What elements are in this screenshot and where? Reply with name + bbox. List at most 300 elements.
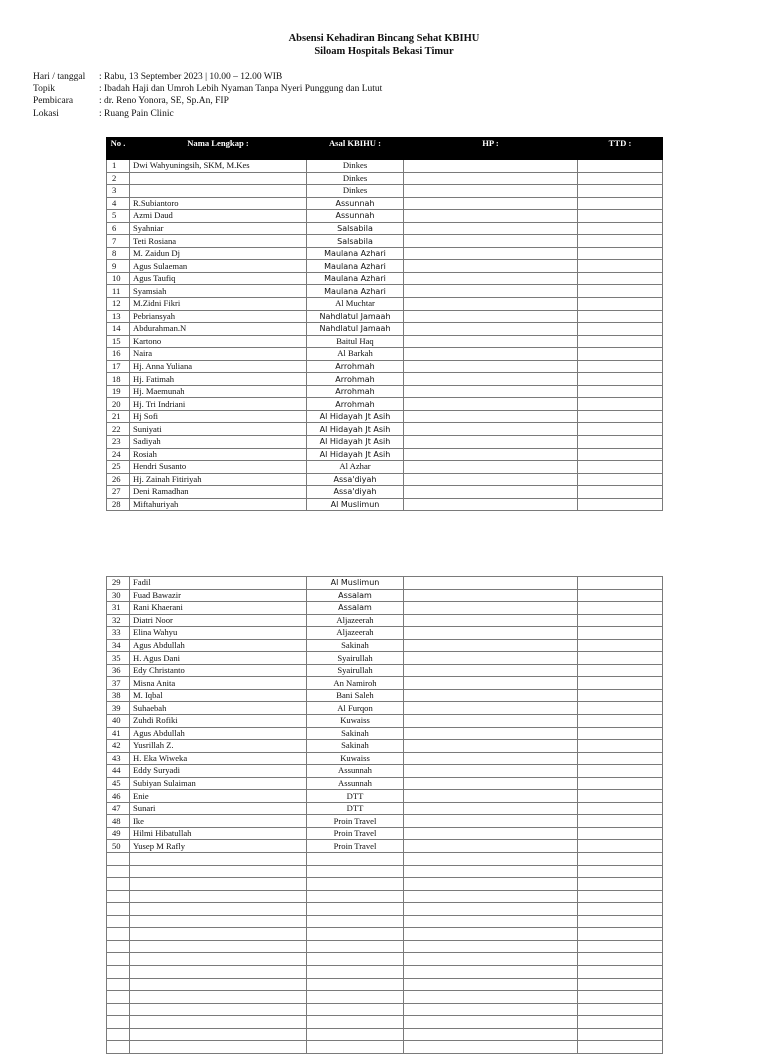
- table-row: [107, 740, 663, 753]
- attendance-table-page-1: [106, 137, 663, 511]
- cell-nama: Sunari: [130, 802, 307, 815]
- table-row: [107, 702, 663, 715]
- cell-ttd: [578, 777, 663, 790]
- table-row: [107, 790, 663, 803]
- cell-ttd: [578, 210, 663, 223]
- cell-asal-kbihu: [307, 878, 404, 891]
- table-body: [107, 160, 663, 511]
- cell-no: 39: [107, 702, 130, 715]
- cell-no: 44: [107, 765, 130, 778]
- cell-ttd: [578, 928, 663, 941]
- cell-nama: Rosiah: [130, 448, 307, 461]
- cell-hp: [404, 639, 578, 652]
- cell-hp: [404, 589, 578, 602]
- cell-asal-kbihu: Syairullah: [307, 664, 404, 677]
- cell-hp: [404, 765, 578, 778]
- cell-asal-kbihu: Al Furqon: [307, 702, 404, 715]
- cell-nama: [130, 185, 307, 198]
- cell-nama: [130, 865, 307, 878]
- cell-hp: [404, 448, 578, 461]
- col-header-hp: HP :: [404, 138, 578, 160]
- table-header-row: [107, 138, 663, 160]
- cell-hp: [404, 160, 578, 173]
- cell-no: 50: [107, 840, 130, 853]
- cell-asal-kbihu: [307, 853, 404, 866]
- table-row: [107, 1016, 663, 1029]
- cell-asal-kbihu: Aljazeerah: [307, 627, 404, 640]
- table-row: [107, 360, 663, 373]
- cell-hp: [404, 689, 578, 702]
- cell-no: [107, 978, 130, 991]
- cell-asal-kbihu: Arrohmah: [307, 360, 404, 373]
- cell-nama: [130, 940, 307, 953]
- cell-ttd: [578, 727, 663, 740]
- cell-nama: Kartono: [130, 335, 307, 348]
- cell-hp: [404, 677, 578, 690]
- cell-asal-kbihu: Bani Saleh: [307, 689, 404, 702]
- meta-value: : Ibadah Haji dan Umroh Lebih Nyaman Tanpa Nyeri Punggung dan Lutut: [99, 84, 383, 95]
- cell-asal-kbihu: Aljazeerah: [307, 614, 404, 627]
- table-row: [107, 915, 663, 928]
- table-row: [107, 160, 663, 173]
- cell-asal-kbihu: Arrohmah: [307, 373, 404, 386]
- cell-nama: [130, 853, 307, 866]
- cell-no: 11: [107, 285, 130, 298]
- cell-no: 3: [107, 185, 130, 198]
- cell-hp: [404, 878, 578, 891]
- table-row: [107, 285, 663, 298]
- cell-hp: [404, 627, 578, 640]
- cell-asal-kbihu: Al Hidayah Jt Asih: [307, 436, 404, 449]
- cell-no: 16: [107, 348, 130, 361]
- cell-nama: Suhaebah: [130, 702, 307, 715]
- cell-no: [107, 940, 130, 953]
- meta-row-topic: [33, 83, 382, 95]
- cell-hp: [404, 348, 578, 361]
- cell-no: 41: [107, 727, 130, 740]
- cell-nama: Hilmi Hibatullah: [130, 827, 307, 840]
- meta-row-speaker: [33, 95, 382, 107]
- cell-asal-kbihu: Maulana Azhari: [307, 272, 404, 285]
- table-row: [107, 498, 663, 511]
- cell-hp: [404, 965, 578, 978]
- cell-ttd: [578, 953, 663, 966]
- cell-nama: Hendri Susanto: [130, 461, 307, 474]
- cell-no: 13: [107, 310, 130, 323]
- cell-hp: [404, 335, 578, 348]
- cell-asal-kbihu: Arrohmah: [307, 385, 404, 398]
- cell-ttd: [578, 1003, 663, 1016]
- cell-nama: [130, 172, 307, 185]
- cell-no: [107, 1041, 130, 1054]
- cell-ttd: [578, 589, 663, 602]
- table-row: [107, 1003, 663, 1016]
- table-row: [107, 298, 663, 311]
- cell-no: [107, 853, 130, 866]
- cell-nama: Sadiyah: [130, 436, 307, 449]
- table-row: [107, 577, 663, 590]
- event-details: [33, 71, 382, 120]
- cell-ttd: [578, 853, 663, 866]
- cell-asal-kbihu: Maulana Azhari: [307, 247, 404, 260]
- cell-ttd: [578, 815, 663, 828]
- table-row: [107, 639, 663, 652]
- cell-ttd: [578, 991, 663, 1004]
- document-title: Absensi Kehadiran Bincang Sehat KBIHU: [288, 33, 480, 44]
- cell-no: 23: [107, 436, 130, 449]
- cell-hp: [404, 272, 578, 285]
- cell-no: 21: [107, 410, 130, 423]
- cell-asal-kbihu: Al Azhar: [307, 461, 404, 474]
- cell-hp: [404, 235, 578, 248]
- cell-ttd: [578, 677, 663, 690]
- cell-asal-kbihu: Kuwaiss: [307, 752, 404, 765]
- cell-nama: Hj. Fatimah: [130, 373, 307, 386]
- cell-asal-kbihu: Al Muslimun: [307, 498, 404, 511]
- cell-nama: H. Agus Dani: [130, 652, 307, 665]
- cell-asal-kbihu: [307, 903, 404, 916]
- cell-asal-kbihu: Assunnah: [307, 777, 404, 790]
- table-row: [107, 727, 663, 740]
- cell-nama: Abdurahman.N: [130, 323, 307, 336]
- cell-asal-kbihu: Assa'diyah: [307, 473, 404, 486]
- table-row: [107, 185, 663, 198]
- table-body: [107, 577, 663, 1054]
- meta-value: : dr. Reno Yonora, SE, Sp.An, FIP: [99, 96, 229, 107]
- cell-hp: [404, 385, 578, 398]
- cell-nama: [130, 965, 307, 978]
- cell-no: 35: [107, 652, 130, 665]
- cell-asal-kbihu: [307, 978, 404, 991]
- cell-ttd: [578, 627, 663, 640]
- cell-ttd: [578, 915, 663, 928]
- cell-no: [107, 903, 130, 916]
- cell-hp: [404, 436, 578, 449]
- cell-asal-kbihu: [307, 1016, 404, 1029]
- cell-no: 2: [107, 172, 130, 185]
- cell-asal-kbihu: Baitul Haq: [307, 335, 404, 348]
- cell-asal-kbihu: DTT: [307, 802, 404, 815]
- table-row: [107, 627, 663, 640]
- cell-hp: [404, 1016, 578, 1029]
- cell-hp: [404, 991, 578, 1004]
- cell-ttd: [578, 348, 663, 361]
- cell-hp: [404, 614, 578, 627]
- cell-asal-kbihu: Dinkes: [307, 172, 404, 185]
- cell-ttd: [578, 689, 663, 702]
- cell-no: 14: [107, 323, 130, 336]
- cell-ttd: [578, 1041, 663, 1054]
- cell-ttd: [578, 473, 663, 486]
- cell-hp: [404, 702, 578, 715]
- cell-ttd: [578, 410, 663, 423]
- cell-ttd: [578, 160, 663, 173]
- cell-nama: M. Iqbal: [130, 689, 307, 702]
- table-row: [107, 878, 663, 891]
- cell-nama: M. Zaidun Dj: [130, 247, 307, 260]
- cell-nama: Rani Khaerani: [130, 602, 307, 615]
- cell-no: 9: [107, 260, 130, 273]
- cell-asal-kbihu: [307, 1041, 404, 1054]
- cell-hp: [404, 740, 578, 753]
- cell-hp: [404, 890, 578, 903]
- cell-hp: [404, 752, 578, 765]
- table-row: [107, 752, 663, 765]
- cell-hp: [404, 298, 578, 311]
- cell-ttd: [578, 285, 663, 298]
- cell-hp: [404, 903, 578, 916]
- cell-asal-kbihu: Al Hidayah Jt Asih: [307, 448, 404, 461]
- cell-nama: Elina Wahyu: [130, 627, 307, 640]
- cell-nama: Misna Anita: [130, 677, 307, 690]
- col-header-no: No .: [107, 138, 130, 160]
- cell-ttd: [578, 298, 663, 311]
- meta-label: Topik: [33, 84, 56, 95]
- table-row: [107, 398, 663, 411]
- cell-asal-kbihu: [307, 928, 404, 941]
- cell-ttd: [578, 639, 663, 652]
- cell-asal-kbihu: [307, 940, 404, 953]
- table-row: [107, 335, 663, 348]
- table-row: [107, 928, 663, 941]
- cell-asal-kbihu: Assunnah: [307, 210, 404, 223]
- cell-asal-kbihu: Maulana Azhari: [307, 260, 404, 273]
- cell-asal-kbihu: Al Muslimun: [307, 577, 404, 590]
- table-row: [107, 802, 663, 815]
- cell-hp: [404, 853, 578, 866]
- cell-asal-kbihu: Assalam: [307, 589, 404, 602]
- cell-no: [107, 1016, 130, 1029]
- cell-ttd: [578, 715, 663, 728]
- table-row: [107, 473, 663, 486]
- cell-asal-kbihu: Sakinah: [307, 740, 404, 753]
- cell-hp: [404, 473, 578, 486]
- cell-asal-kbihu: DTT: [307, 790, 404, 803]
- cell-ttd: [578, 577, 663, 590]
- cell-no: [107, 890, 130, 903]
- cell-no: [107, 878, 130, 891]
- table-row: [107, 486, 663, 499]
- table-row: [107, 715, 663, 728]
- cell-hp: [404, 260, 578, 273]
- cell-hp: [404, 978, 578, 991]
- cell-ttd: [578, 185, 663, 198]
- table-row: [107, 222, 663, 235]
- cell-ttd: [578, 335, 663, 348]
- cell-no: 12: [107, 298, 130, 311]
- cell-no: 5: [107, 210, 130, 223]
- meta-value: : Rabu, 13 September 2023 | 10.00 – 12.00 WIB: [99, 72, 283, 82]
- cell-nama: Fuad Bawazir: [130, 589, 307, 602]
- cell-no: 24: [107, 448, 130, 461]
- cell-hp: [404, 1028, 578, 1041]
- cell-no: 33: [107, 627, 130, 640]
- cell-ttd: [578, 323, 663, 336]
- cell-asal-kbihu: Assunnah: [307, 765, 404, 778]
- cell-no: 38: [107, 689, 130, 702]
- cell-nama: Naira: [130, 348, 307, 361]
- cell-no: 28: [107, 498, 130, 511]
- cell-no: 22: [107, 423, 130, 436]
- cell-hp: [404, 953, 578, 966]
- table-row: [107, 310, 663, 323]
- cell-no: 15: [107, 335, 130, 348]
- cell-no: [107, 1003, 130, 1016]
- cell-asal-kbihu: Sakinah: [307, 639, 404, 652]
- cell-asal-kbihu: [307, 915, 404, 928]
- cell-ttd: [578, 461, 663, 474]
- cell-nama: Teti Rosiana: [130, 235, 307, 248]
- cell-nama: Hj. Anna Yuliana: [130, 360, 307, 373]
- cell-ttd: [578, 486, 663, 499]
- cell-nama: [130, 1016, 307, 1029]
- cell-nama: Edy Christanto: [130, 664, 307, 677]
- table-row: [107, 953, 663, 966]
- cell-nama: [130, 903, 307, 916]
- cell-no: [107, 953, 130, 966]
- cell-hp: [404, 197, 578, 210]
- cell-ttd: [578, 765, 663, 778]
- cell-no: [107, 915, 130, 928]
- cell-hp: [404, 172, 578, 185]
- cell-asal-kbihu: Proin Travel: [307, 840, 404, 853]
- cell-ttd: [578, 498, 663, 511]
- table-row: [107, 323, 663, 336]
- cell-ttd: [578, 423, 663, 436]
- cell-hp: [404, 777, 578, 790]
- cell-no: 1: [107, 160, 130, 173]
- cell-ttd: [578, 827, 663, 840]
- cell-ttd: [578, 385, 663, 398]
- cell-no: 37: [107, 677, 130, 690]
- cell-no: [107, 1028, 130, 1041]
- cell-hp: [404, 602, 578, 615]
- cell-hp: [404, 652, 578, 665]
- cell-asal-kbihu: Al Hidayah Jt Asih: [307, 423, 404, 436]
- cell-hp: [404, 928, 578, 941]
- cell-asal-kbihu: Maulana Azhari: [307, 285, 404, 298]
- table-row: [107, 172, 663, 185]
- cell-hp: [404, 310, 578, 323]
- cell-nama: Fadil: [130, 577, 307, 590]
- table-row: [107, 247, 663, 260]
- cell-no: [107, 928, 130, 941]
- cell-hp: [404, 410, 578, 423]
- cell-asal-kbihu: [307, 1003, 404, 1016]
- cell-asal-kbihu: [307, 1028, 404, 1041]
- cell-no: 10: [107, 272, 130, 285]
- cell-ttd: [578, 448, 663, 461]
- cell-ttd: [578, 903, 663, 916]
- cell-nama: Suniyati: [130, 423, 307, 436]
- cell-nama: Yusep M Rafly: [130, 840, 307, 853]
- cell-asal-kbihu: Al Barkah: [307, 348, 404, 361]
- cell-hp: [404, 185, 578, 198]
- table-row: [107, 373, 663, 386]
- cell-asal-kbihu: Proin Travel: [307, 815, 404, 828]
- cell-ttd: [578, 436, 663, 449]
- table-row: [107, 235, 663, 248]
- cell-no: 43: [107, 752, 130, 765]
- cell-nama: Hj. Maemunah: [130, 385, 307, 398]
- cell-ttd: [578, 310, 663, 323]
- cell-nama: [130, 978, 307, 991]
- cell-no: 45: [107, 777, 130, 790]
- meta-label: Lokasi: [33, 108, 59, 119]
- cell-no: 20: [107, 398, 130, 411]
- cell-ttd: [578, 978, 663, 991]
- table-row: [107, 903, 663, 916]
- cell-hp: [404, 1041, 578, 1054]
- cell-ttd: [578, 1016, 663, 1029]
- cell-no: 27: [107, 486, 130, 499]
- cell-asal-kbihu: Proin Travel: [307, 827, 404, 840]
- cell-ttd: [578, 1028, 663, 1041]
- document-subtitle: Siloam Hospitals Bekasi Timur: [314, 46, 454, 57]
- table-row: [107, 815, 663, 828]
- cell-no: 31: [107, 602, 130, 615]
- cell-asal-kbihu: Assunnah: [307, 197, 404, 210]
- table-row: [107, 664, 663, 677]
- cell-ttd: [578, 652, 663, 665]
- cell-hp: [404, 802, 578, 815]
- table-row: [107, 602, 663, 615]
- table-row: [107, 410, 663, 423]
- cell-ttd: [578, 614, 663, 627]
- cell-no: 18: [107, 373, 130, 386]
- cell-asal-kbihu: Assa'diyah: [307, 486, 404, 499]
- table-row: [107, 865, 663, 878]
- cell-no: [107, 965, 130, 978]
- cell-no: 30: [107, 589, 130, 602]
- table-row: [107, 652, 663, 665]
- cell-no: 6: [107, 222, 130, 235]
- cell-nama: [130, 890, 307, 903]
- table-row: [107, 940, 663, 953]
- cell-hp: [404, 373, 578, 386]
- cell-nama: Subiyan Sulaiman: [130, 777, 307, 790]
- cell-hp: [404, 865, 578, 878]
- cell-no: 40: [107, 715, 130, 728]
- col-header-ttd: TTD :: [578, 138, 663, 160]
- table-row: [107, 614, 663, 627]
- cell-hp: [404, 360, 578, 373]
- meta-row-location: [33, 108, 382, 120]
- cell-nama: [130, 928, 307, 941]
- table-row: [107, 978, 663, 991]
- cell-nama: Pebriansyah: [130, 310, 307, 323]
- cell-ttd: [578, 247, 663, 260]
- cell-nama: [130, 953, 307, 966]
- cell-nama: [130, 1041, 307, 1054]
- cell-ttd: [578, 840, 663, 853]
- cell-hp: [404, 247, 578, 260]
- cell-ttd: [578, 890, 663, 903]
- cell-asal-kbihu: Kuwaiss: [307, 715, 404, 728]
- table-row: [107, 348, 663, 361]
- cell-asal-kbihu: Salsabila: [307, 222, 404, 235]
- cell-nama: Syamsiah: [130, 285, 307, 298]
- table-row: [107, 777, 663, 790]
- cell-ttd: [578, 197, 663, 210]
- cell-no: 46: [107, 790, 130, 803]
- cell-hp: [404, 827, 578, 840]
- table-row: [107, 197, 663, 210]
- cell-no: 8: [107, 247, 130, 260]
- cell-nama: Hj Sofi: [130, 410, 307, 423]
- cell-no: 19: [107, 385, 130, 398]
- cell-asal-kbihu: [307, 965, 404, 978]
